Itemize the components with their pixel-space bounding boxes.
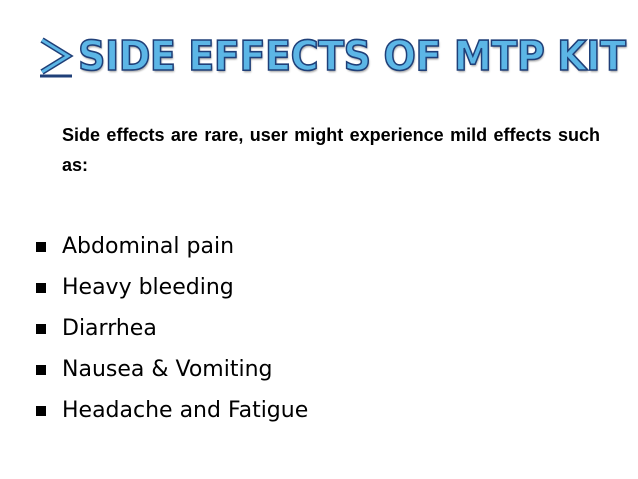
list-item [36, 349, 308, 390]
intro-paragraph: Side effects are rare, user might experience mild effects such as: [62, 125, 600, 175]
list-item [36, 308, 308, 349]
bullet-label: Heavy bleeding [62, 275, 234, 300]
bullet-list [36, 226, 308, 431]
bullet-label: Diarrhea [62, 316, 157, 341]
square-bullet-icon [36, 324, 46, 334]
square-bullet-icon [36, 283, 46, 293]
square-bullet-icon [36, 365, 46, 375]
square-bullet-icon [36, 406, 46, 416]
slide-title: SIDE EFFECTS OF MTP KIT [78, 32, 626, 80]
title-row [36, 28, 638, 84]
list-item [36, 226, 308, 267]
list-item [36, 390, 308, 431]
list-item [36, 267, 308, 308]
arrow-bullet-icon [36, 34, 76, 78]
bullet-label: Nausea & Vomiting [62, 357, 273, 382]
bullet-label: Headache and Fatigue [62, 398, 309, 423]
bullet-label: Abdominal pain [62, 234, 235, 259]
square-bullet-icon [36, 242, 46, 252]
